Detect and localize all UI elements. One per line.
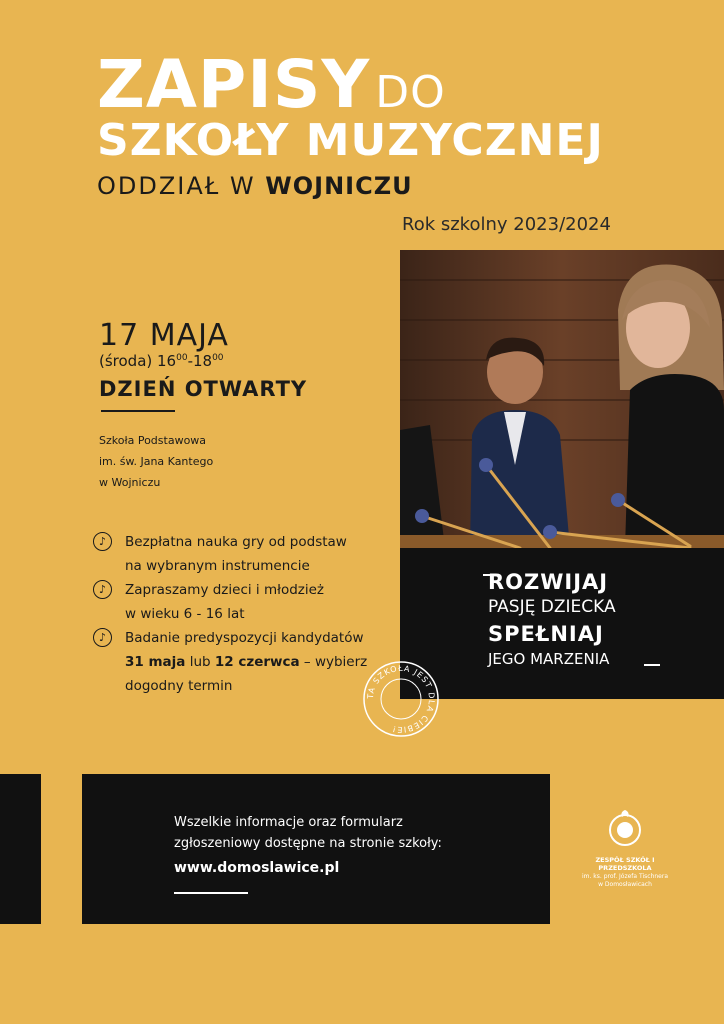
school-emblem-icon	[608, 808, 642, 848]
info-line-1: Wszelkie informacje oraz formularz	[174, 815, 403, 830]
title-zapisy: ZAPISY	[97, 46, 371, 123]
features-list	[93, 530, 393, 698]
date-option-2: 12 czerwca	[214, 654, 300, 670]
title-line-1	[97, 46, 446, 123]
title-line-3-town: WOJNICZU	[265, 172, 413, 200]
feature-text: Zapraszamy dzieci i młodzież	[125, 582, 324, 598]
feature-item	[93, 578, 393, 626]
music-note-icon: ♪	[93, 580, 112, 599]
logo-line-3: w Domosławicach	[598, 881, 652, 888]
title-line-2: SZKOŁY MUZYCZNEJ	[97, 115, 604, 166]
title-line-3	[97, 172, 413, 200]
school-stamp	[362, 660, 440, 738]
feature-item	[93, 626, 393, 698]
website-link[interactable]: www.domoslawice.pl	[174, 860, 340, 876]
location-line-1: Szkoła Podstawowa	[99, 434, 207, 447]
info-line-2: zgłoszeniowy dostępne na stronie szkoły:	[174, 836, 442, 851]
slogan-line-1: ROZWIJAJ	[488, 570, 609, 594]
stamp-text	[366, 664, 436, 734]
event-day: (środa) 16	[99, 352, 177, 370]
feature-text	[125, 650, 393, 674]
musicians-photo-illustration	[400, 250, 724, 548]
slogan-box	[400, 548, 724, 699]
feature-text: dogodny termin	[125, 678, 233, 694]
info-box	[82, 774, 550, 924]
feature-item	[93, 530, 393, 578]
school-year: Rok szkolny 2023/2024	[402, 214, 611, 235]
location-line-2: im. św. Jana Kantego	[99, 455, 214, 468]
title-line-3-prefix: ODDZIAŁ W	[97, 172, 256, 200]
event-time	[99, 352, 224, 370]
music-note-icon: ♪	[93, 532, 112, 551]
school-logo	[570, 808, 680, 898]
event-location	[99, 430, 213, 493]
event-title: DZIEŃ OTWARTY	[99, 377, 308, 401]
event-time-start-sup: 00	[176, 353, 188, 363]
slogan-line-3: SPEŁNIAJ	[488, 622, 604, 646]
feature-text: Badanie predyspozycji kandydatów	[125, 630, 364, 646]
event-time-end-sup: 00	[212, 353, 224, 363]
feature-text: w wieku 6 - 16 lat	[125, 606, 245, 622]
stamp-circle-icon	[362, 660, 440, 738]
music-note-icon: ♪	[93, 628, 112, 647]
info-divider	[174, 892, 248, 894]
location-line-3: w Wojniczu	[99, 476, 161, 489]
logo-line-2: im. ks. prof. Józefa Tischnera	[581, 873, 669, 880]
feature-text-end: – wybierz	[299, 654, 368, 670]
feature-text: na wybranym instrumencie	[125, 558, 310, 574]
event-date: 17 MAJA	[99, 318, 229, 353]
divider	[101, 410, 175, 412]
logo-line-1: ZESPÓŁ SZKÓŁ I PRZEDSZKOLA	[595, 856, 655, 872]
slogan-line-2: PASJĘ DZIECKA	[488, 597, 616, 617]
black-bar-left	[0, 774, 41, 924]
musicians-photo	[400, 250, 724, 548]
feature-text: Bezpłatna nauka gry od podstaw	[125, 534, 347, 550]
slogan-line-4: JEGO MARZENIA	[488, 650, 610, 668]
title-do: DO	[375, 67, 446, 118]
slogan-dash-right	[644, 664, 660, 666]
info-text	[174, 812, 442, 854]
date-option-1: 31 maja	[125, 654, 186, 670]
event-time-end: -18	[187, 352, 213, 370]
stamp-text-path: TA SZKOŁA JEST DLA CIEBIE!	[365, 663, 437, 735]
feature-text-or: lub	[185, 654, 215, 670]
